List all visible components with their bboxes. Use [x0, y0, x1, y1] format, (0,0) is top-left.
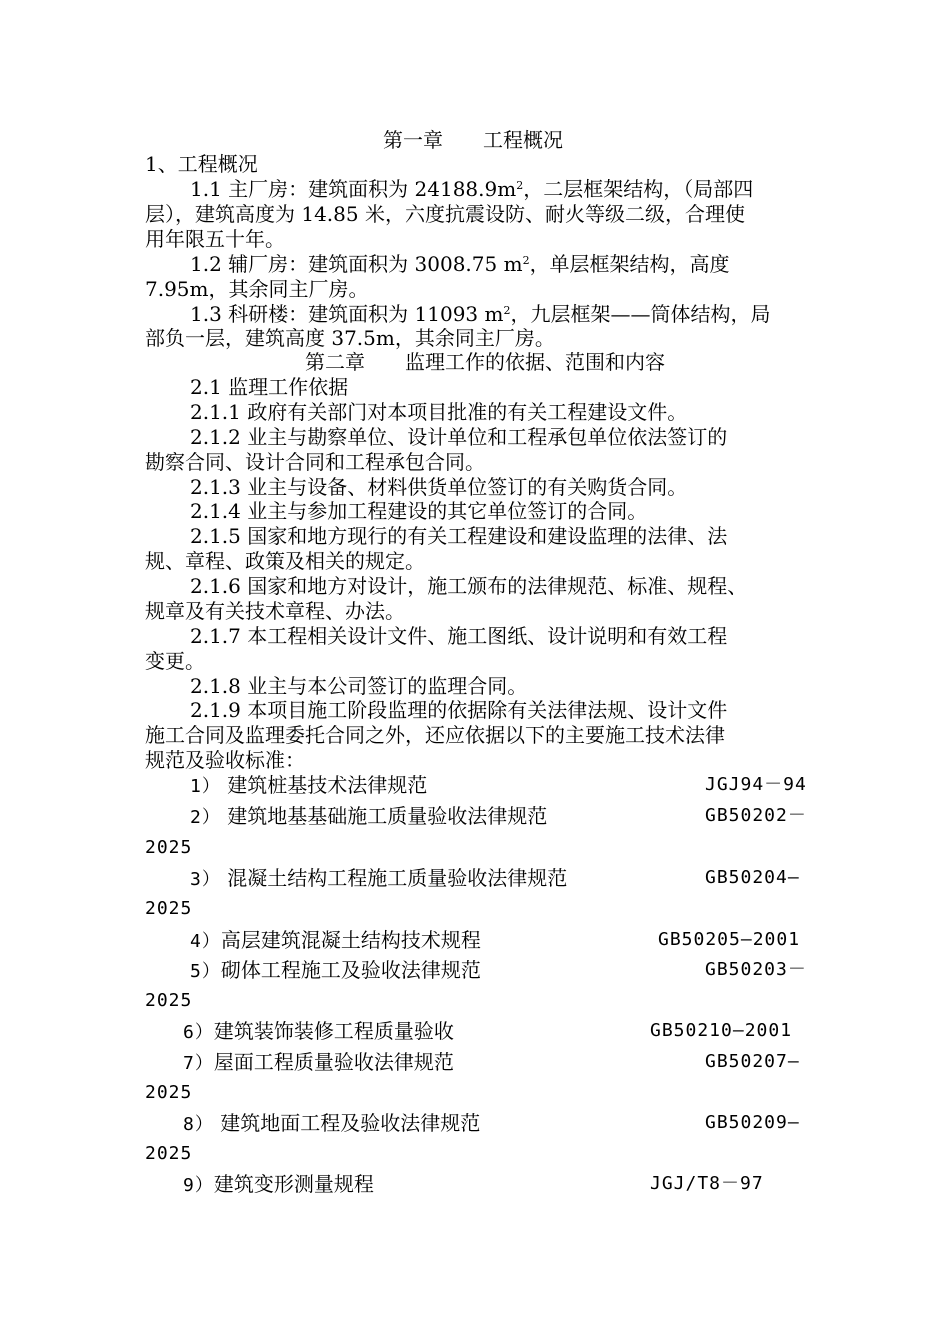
standard-code-continuation: 2025: [145, 990, 193, 1011]
para-2-1-7-line-2: 变更。: [145, 649, 205, 673]
para-1-1-line-2: 层），建筑高度为 14.85 米，六度抗震设防、耐火等级二级，合理使: [145, 202, 745, 226]
standard-item: 4）高层建筑混凝土结构技术规程: [190, 928, 481, 952]
standard-code: GB50203－: [705, 959, 807, 980]
para-2-1-1: 2.1.1 政府有关部门对本项目批准的有关工程建设文件。: [190, 400, 688, 424]
standard-code-continuation: 2025: [145, 1143, 193, 1164]
standard-item: 3） 混凝土结构工程施工质量验收法律规范: [190, 866, 568, 890]
para-2-1: 2.1 监理工作依据: [190, 375, 349, 399]
standard-item: 5）砌体工程施工及验收法律规范: [190, 958, 481, 982]
para-1-2-line-1: 1.2 辅厂房：建筑面积为 3008.75 $m^2$，单层框架结构，高度: [190, 252, 730, 276]
para-1-1-line-3: 用年限五十年。: [145, 227, 285, 251]
chapter-1-title: 第一章 工程概况: [383, 128, 563, 152]
para-2-1-4: 2.1.4 业主与参加工程建设的其它单位签订的合同。: [190, 499, 648, 523]
standard-code-continuation: 2025: [145, 837, 193, 858]
chapter-2-title: 第二章 监理工作的依据、范围和内容: [305, 350, 665, 374]
standard-code: JGJ/T8－97: [650, 1173, 764, 1194]
para-2-1-9-line-1: 2.1.9 本项目施工阶段监理的依据除有关法律法规、设计文件: [190, 698, 728, 722]
para-1-2-line-2: 7.95m，其余同主厂房。: [145, 277, 369, 301]
para-1-1-line-1: 1.1 主厂房：建筑面积为 $24188.9m^2$，二层框架结构，（局部四: [190, 177, 754, 201]
standard-item: 1） 建筑桩基技术法律规范: [190, 773, 428, 797]
para-2-1-6-line-2: 规章及有关技术章程、办法。: [145, 599, 405, 623]
standard-code: GB50205—2001: [658, 929, 801, 950]
standard-code-continuation: 2025: [145, 1082, 193, 1103]
para-2-1-8: 2.1.8 业主与本公司签订的监理合同。: [190, 674, 528, 698]
standard-code: GB50210—2001: [650, 1020, 793, 1041]
standard-item: 9）建筑变形测量规程: [183, 1172, 374, 1196]
para-2-1-7-line-1: 2.1.7 本工程相关设计文件、施工图纸、设计说明和有效工程: [190, 624, 728, 648]
standard-item: 8） 建筑地面工程及验收法律规范: [183, 1111, 481, 1135]
para-2-1-2-line-1: 2.1.2 业主与勘察单位、设计单位和工程承包单位依法签订的: [190, 425, 728, 449]
para-2-1-9-line-3: 规范及验收标准：: [145, 748, 305, 772]
standard-item: 7）屋面工程质量验收法律规范: [183, 1050, 454, 1074]
para-2-1-2-line-2: 勘察合同、设计合同和工程承包合同。: [145, 450, 485, 474]
standard-code: GB50209—: [705, 1112, 800, 1133]
standard-code-continuation: 2025: [145, 898, 193, 919]
para-2-1-5-line-1: 2.1.5 国家和地方现行的有关工程建设和建设监理的法律、法: [190, 524, 728, 548]
para-2-1-3: 2.1.3 业主与设备、材料供货单位签订的有关购货合同。: [190, 475, 688, 499]
standard-item: 2） 建筑地基基础施工质量验收法律规范: [190, 804, 548, 828]
standard-code: JGJ94－94: [705, 774, 807, 795]
standard-code: GB50204—: [705, 867, 800, 888]
para-1-3-line-2: 部负一层，建筑高度 37.5m，其余同主厂房。: [145, 326, 555, 350]
para-1-3-line-1: 1.3 科研楼：建筑面积为 11093 $m^2$，九层框架——筒体结构，局: [190, 302, 771, 326]
para-2-1-5-line-2: 规、章程、政策及相关的规定。: [145, 549, 425, 573]
standard-code: GB50202－: [705, 805, 807, 826]
para-2-1-6-line-1: 2.1.6 国家和地方对设计，施工颁布的法律规范、标准、规程、: [190, 574, 748, 598]
para-2-1-9-line-2: 施工合同及监理委托合同之外，还应依据以下的主要施工技术法律: [145, 723, 725, 747]
section-1-heading: 1、工程概况: [145, 152, 258, 176]
standard-code: GB50207—: [705, 1051, 800, 1072]
standard-item: 6）建筑装饰装修工程质量验收: [183, 1019, 454, 1043]
